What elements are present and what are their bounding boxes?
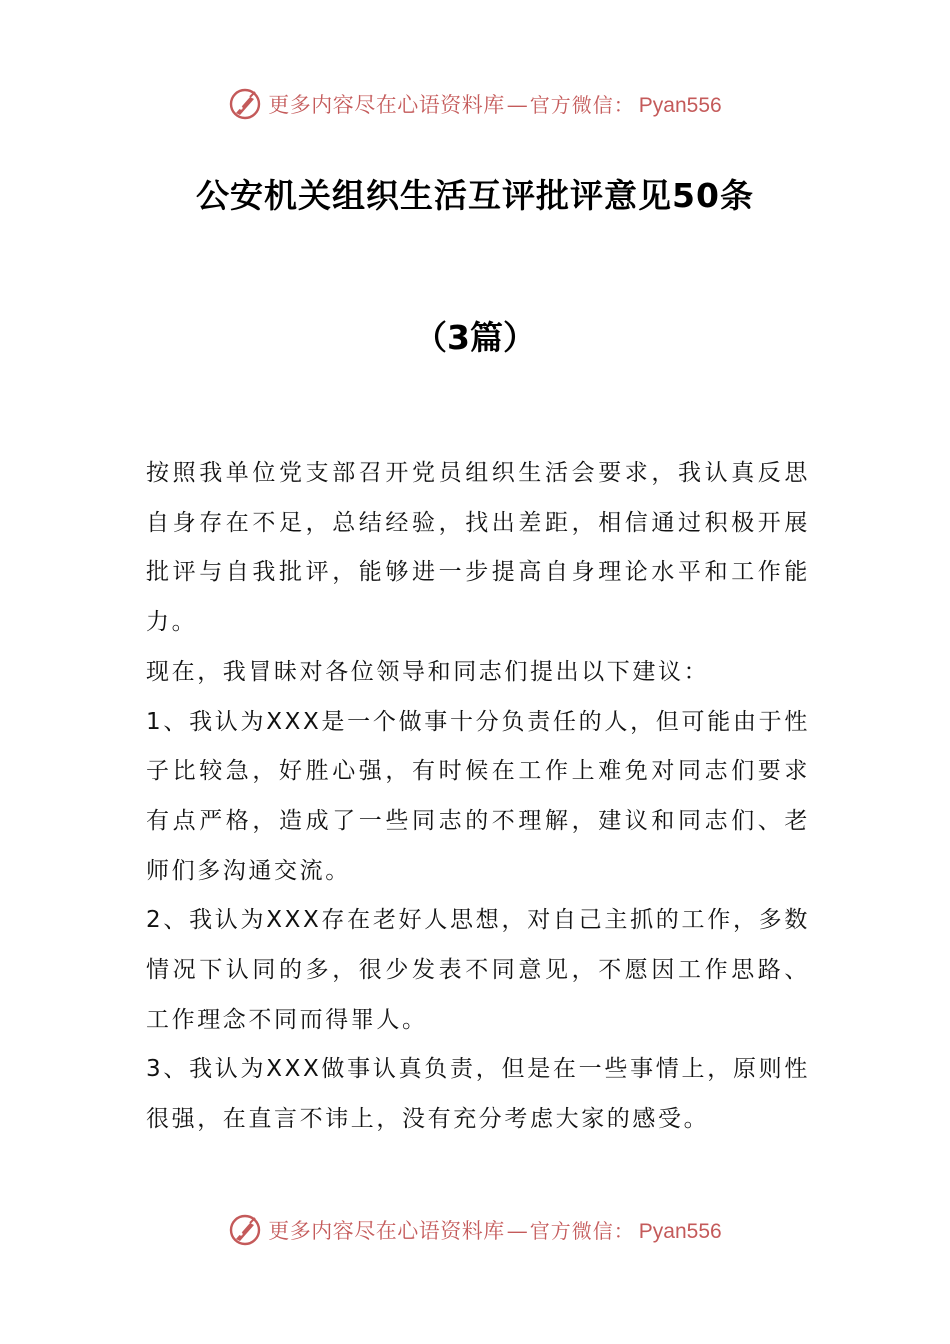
body-paragraph: 1、我认为XXX是一个做事十分负责任的人，但可能由于性子比较急，好胜心强，有时候在工作上难免对同志们要求有点严格，造成了一些同志的不理解，建议和同志们、老师们多沟通交流。 (146, 708, 810, 884)
pen-circle-logo-icon (228, 1213, 262, 1247)
footer-banner (0, 1208, 950, 1252)
pen-circle-logo-icon (228, 87, 262, 121)
body-paragraph: 3、我认为XXX做事认真负责，但是在一些事情上，原则性很强，在直言不讳上，没有充分考虑大家的感受。 (146, 1056, 810, 1133)
header-banner (0, 82, 950, 126)
body-paragraph: 2、我认为XXX存在老好人思想，对自己主抓的工作，多数情况下认同的多，很少发表不同意见，不愿因工作思路、工作理念不同而得罪人。 (146, 907, 810, 1033)
banner-text (268, 1215, 721, 1245)
banner-wechat-id: Pyan556 (638, 1220, 722, 1243)
banner-wechat-label: 官方微信： (529, 1219, 635, 1243)
document-subtitle: （3篇） (414, 318, 536, 357)
banner-text (268, 89, 721, 119)
document-body (146, 449, 810, 1145)
banner-wechat-id: Pyan556 (638, 94, 722, 117)
banner-wechat-label: 官方微信： (529, 93, 635, 117)
banner-site-text: 更多内容尽在心语资料库 (268, 1219, 505, 1243)
banner-site-text: 更多内容尽在心语资料库 (268, 93, 505, 117)
body-paragraph: 现在，我冒昧对各位领导和同志们提出以下建议： (146, 658, 710, 685)
banner-dash: — (506, 93, 528, 117)
banner-dash: — (506, 1219, 528, 1243)
document-title: 公安机关组织生活互评批评意见50条 (196, 176, 754, 215)
body-paragraph: 按照我单位党支部召开党员组织生活会要求，我认真反思自身存在不足，总结经验，找出差距，相信通过积极开展批评与自我批评，能够进一步提高自身理论水平和工作能力。 (146, 460, 810, 636)
